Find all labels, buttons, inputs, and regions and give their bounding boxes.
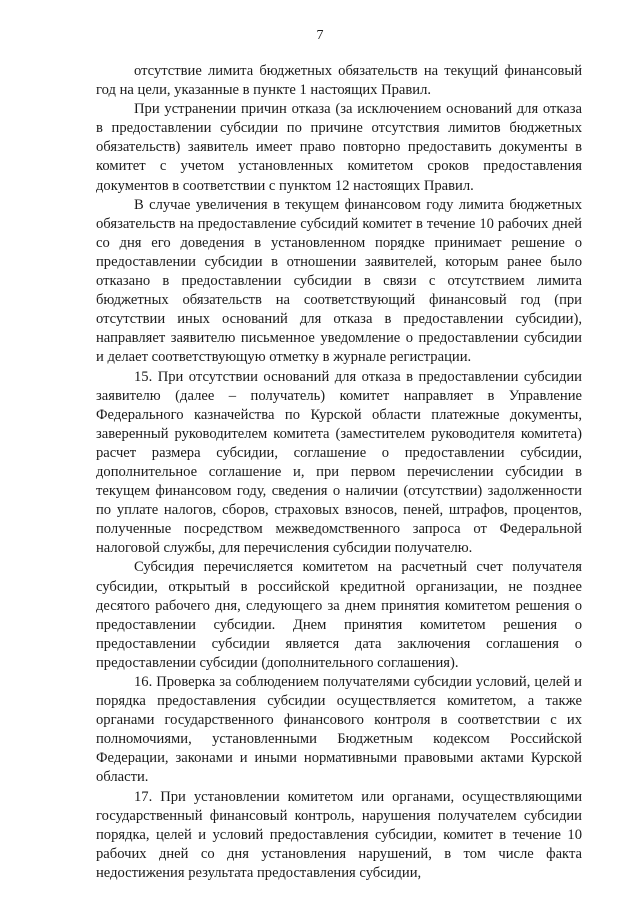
document-body bbox=[96, 62, 582, 883]
paragraph-resubmission: При устранении причин отказа (за исключением оснований для отказа в предоставлении субсидии по причине отсутствия лимитов бюджетных обязательств) заявитель имеет право повторно предоставить документы в комитет с учетом установленных комитетом сроков предоставления документов в соответствии с пунктом 12 настоящих Правил. bbox=[96, 101, 582, 194]
paragraph-subsidy-transfer: Субсидия перечисляется комитетом на расчетный счет получателя субсидии, открытый в российской кредитной организации, не позднее десятого рабочего дня, следующего за днем принятия комитетом решения о предоставлении субсидии. Днем принятия комитетом решения о предоставлении субсидии является дата заключения соглашения о предоставлении субсидии (дополнительного соглашения). bbox=[96, 559, 582, 671]
paragraph-clause-16: 16. Проверка за соблюдением получателями субсидии условий, целей и порядка предоставления субсидии осуществляется комитетом, а также органами государственного финансового контроля в соответствии с их полномочиями, установленными Бюджетным кодексом Российской Федерации, законами и иными нормативными правовыми актами Курской области. bbox=[96, 674, 582, 786]
paragraph-clause-15: 15. При отсутствии оснований для отказа в предоставлении субсидии заявителю (далее – получатель) комитет направляет в Управление Федерального казначейства по Курской области платежные документы, заверенный руководителем комитета (заместителем руководителя комитета) расчет размера субсидии, соглашение о предоставлении субсидии, дополнительное соглашение и, при первом перечислении субсидии в текущем финансовом году, сведения о наличии (отсутствии) задолженности по уплате налогов, сборов, страховых взносов, пеней, штрафов, процентов, полученные посредством межведомственного запроса от Федеральной налоговой службы, для перечисления субсидии получателю. bbox=[96, 368, 582, 557]
paragraph-clause-17: 17. При установлении комитетом или органами, осуществляющими государственный финансовый контроль, нарушения получателем субсидии порядка, целей и условий предоставления субсидии, комитет в течение 10 рабочих дней со дня установления нарушений, в том числе факта недостижения результата предоставления субсидии, bbox=[96, 788, 582, 881]
paragraph-lack-of-limit: отсутствие лимита бюджетных обязательств на текущий финансовый год на цели, указанные в пункте 1 настоящих Правил. bbox=[96, 63, 582, 99]
paragraph-limit-increase: В случае увеличения в текущем финансовом году лимита бюджетных обязательств на предоставление субсидий комитет в течение 10 рабочих дней со дня его доведения в установленном порядке принимает решение о предоставлении субсидии в отношении заявителей, которым ранее было отказано в предоставлении субсидии в связи с отсутствием лимита бюджетных обязательств на соответствующий финансовый год (при отсутствии иных оснований для отказа в предоставлении субсидии), направляет заявителю письменное уведомление о предоставлении субсидии и делает соответствующую отметку в журнале регистрации. bbox=[96, 196, 582, 366]
page-number: 7 bbox=[316, 28, 324, 43]
